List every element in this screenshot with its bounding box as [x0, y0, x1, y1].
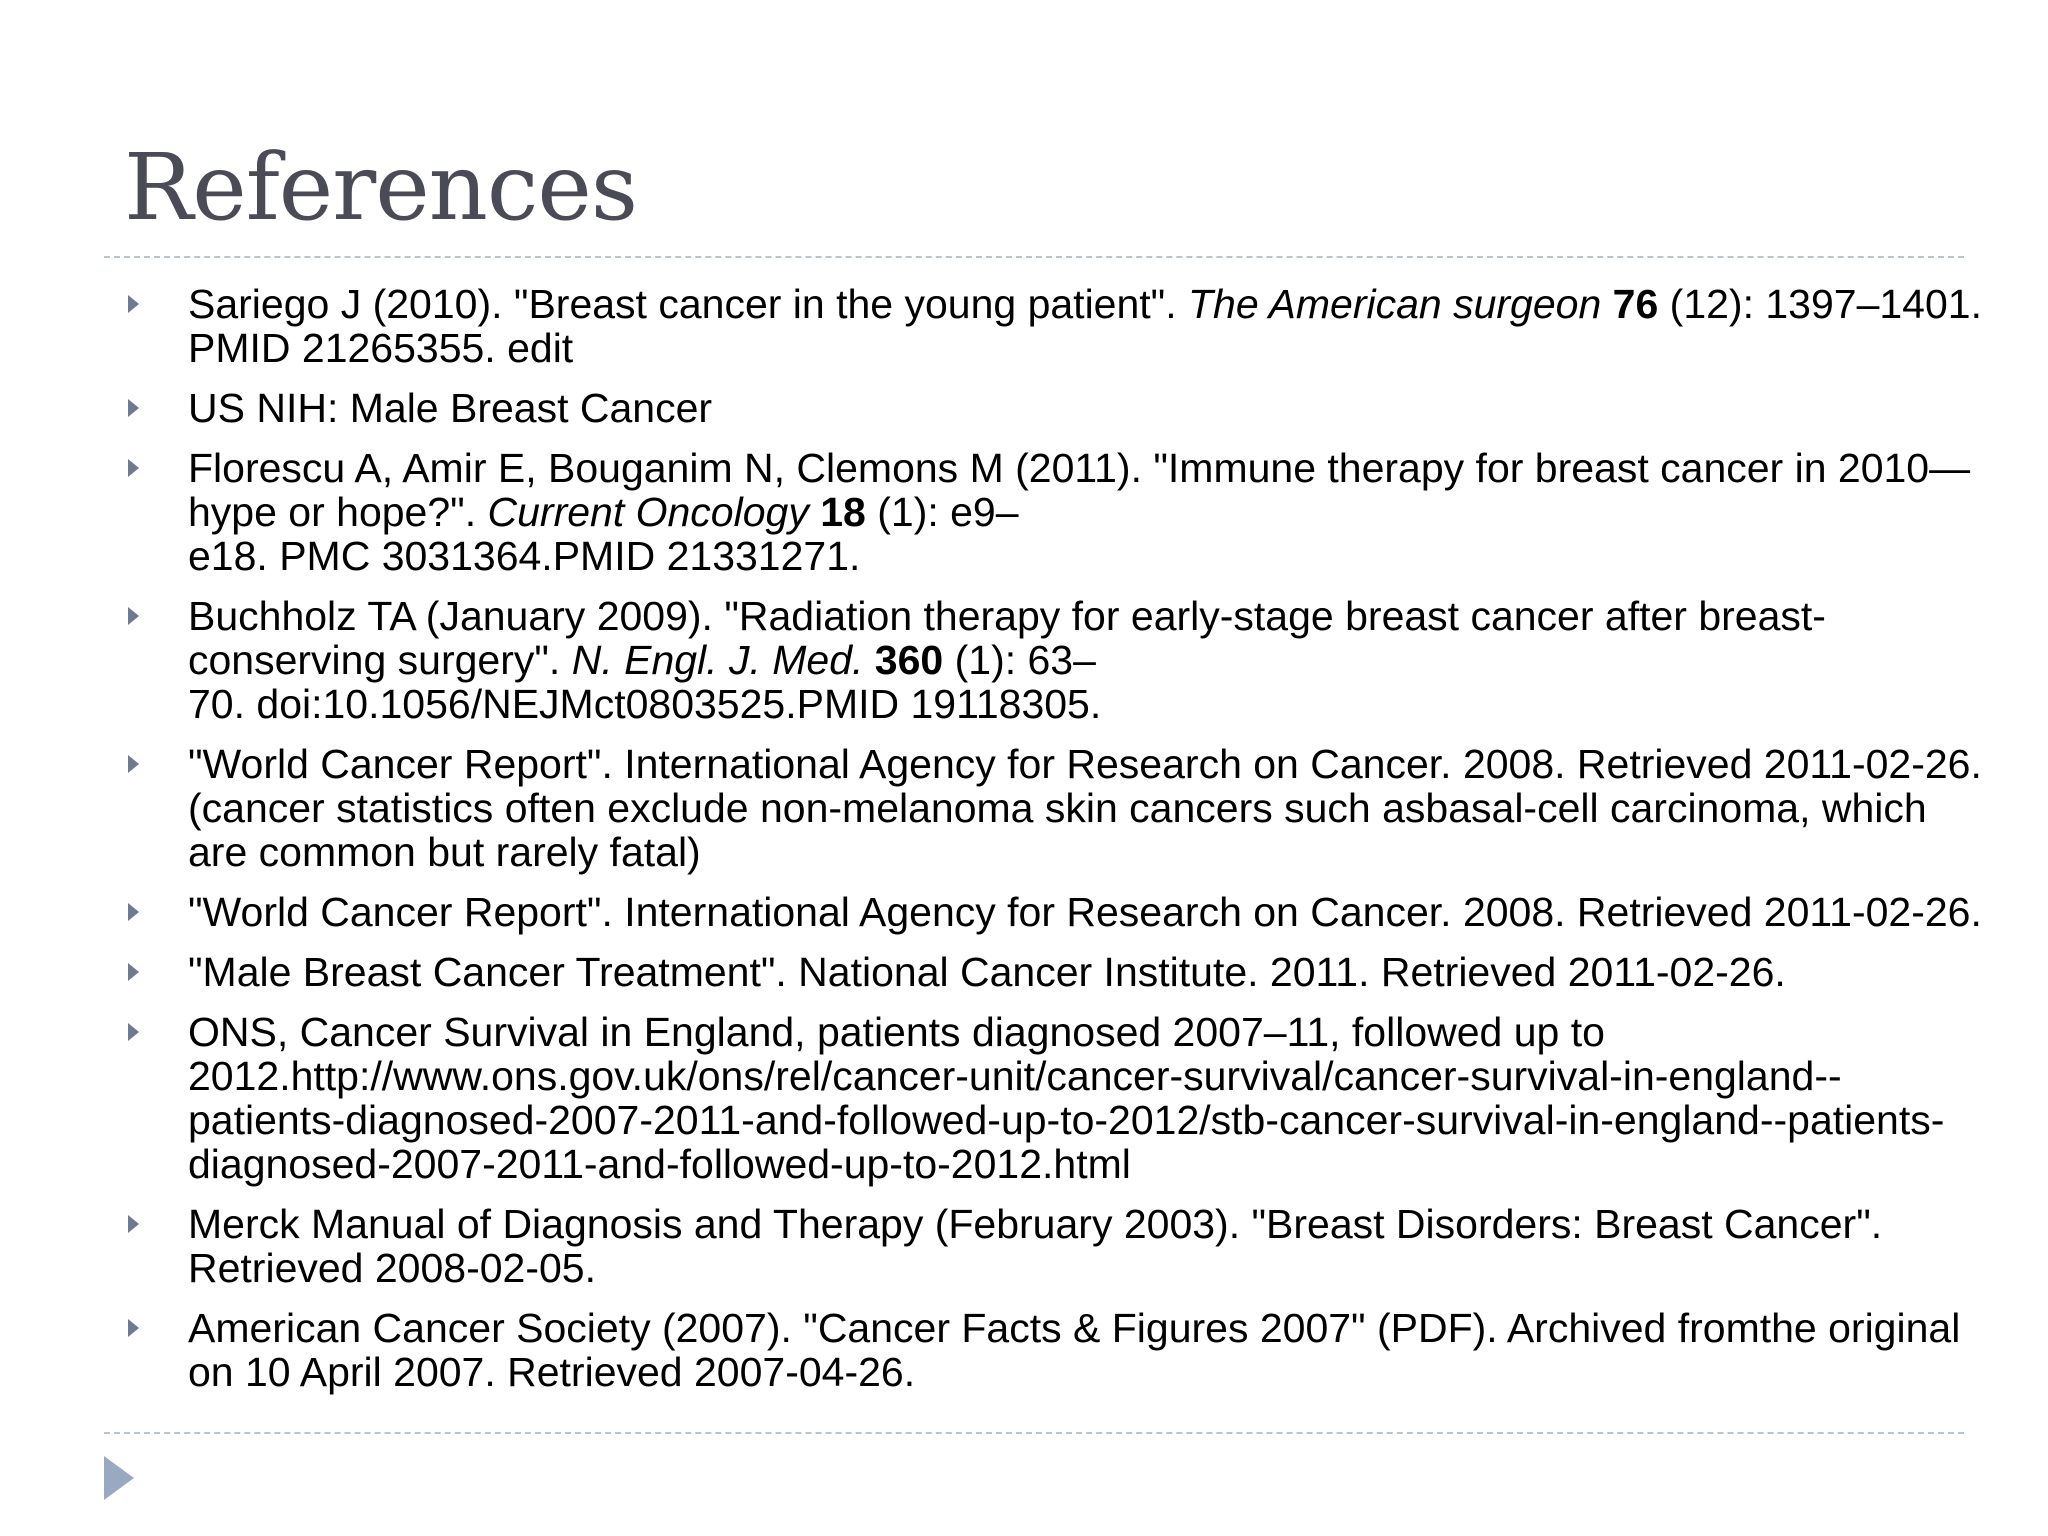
reference-item: Merck Manual of Diagnosis and Therapy (February 2003). "Breast Disorders: Breast Cancer". Retrieved 2008-02-05. [124, 1202, 1984, 1290]
title-divider [104, 256, 1964, 258]
reference-item: "Male Breast Cancer Treatment". National Cancer Institute. 2011. Retrieved 2011-02-26. [124, 950, 1984, 994]
bullet-triangle-icon [128, 755, 139, 773]
reference-item: "World Cancer Report". International Agency for Research on Cancer. 2008. Retrieved 2011-02-26. (cancer statistics often exclude non-melanoma skin cancers such asbasal-cell carcinoma, which are common but rarely fatal) [124, 742, 1984, 874]
bullet-triangle-icon [128, 1319, 139, 1337]
reference-item: Florescu A, Amir E, Bouganim N, Clemons M (2011). "Immune therapy for breast cancer in 2010—hype or hope?". Current Oncology 18 (1): e9– e18. PMC 3031364.PMID 21331271. [124, 446, 1984, 578]
journal-volume: 76 [1612, 281, 1659, 327]
reference-item: Sariego J (2010). "Breast cancer in the young patient". The American surgeon 76 (12): 1397–1401. PMID 21265355. edit [124, 282, 1984, 370]
journal-title: N. Engl. J. Med. [571, 637, 864, 683]
reference-item: "World Cancer Report". International Agency for Research on Cancer. 2008. Retrieved 2011-02-26. [124, 890, 1984, 934]
next-slide-arrow-icon[interactable] [104, 1456, 134, 1500]
slide-title: References [124, 134, 638, 241]
bullet-triangle-icon [128, 607, 139, 625]
bullet-triangle-icon [128, 963, 139, 981]
reference-item: Buchholz TA (January 2009). "Radiation therapy for early-stage breast cancer after breast-conserving surgery". N. Engl. J. Med. 360 (1): 63– 70. doi:10.1056/NEJMct0803525.PMID 19118305. [124, 594, 1984, 726]
bullet-triangle-icon [128, 399, 139, 417]
footer-divider [104, 1432, 1964, 1434]
bullet-triangle-icon [128, 459, 139, 477]
journal-volume: 360 [874, 637, 944, 683]
reference-item: American Cancer Society (2007). "Cancer Facts & Figures 2007" (PDF). Archived fromthe original on 10 April 2007. Retrieved 2007-04-26. [124, 1306, 1984, 1394]
journal-title: Current Oncology [487, 489, 809, 535]
reference-item: US NIH: Male Breast Cancer [124, 386, 1984, 430]
bullet-triangle-icon [128, 903, 139, 921]
reference-item: ONS, Cancer Survival in England, patients diagnosed 2007–11, followed up to 2012.http://www.ons.gov.uk/ons/rel/cancer-unit/cancer-survival/cancer-survival-in-england--patients-diagnosed-2007-2011-and-followed-up-to-2012/stb-cancer-survival-in-england--patients-diagnosed-2007-2011-and-followed-up-to-2012.html [124, 1010, 1984, 1186]
bullet-triangle-icon [128, 1023, 139, 1041]
bullet-triangle-icon [128, 1215, 139, 1233]
reference-list [124, 282, 1984, 1410]
bullet-triangle-icon [128, 295, 139, 313]
journal-volume: 18 [820, 489, 866, 535]
journal-title: The American surgeon [1188, 281, 1602, 327]
